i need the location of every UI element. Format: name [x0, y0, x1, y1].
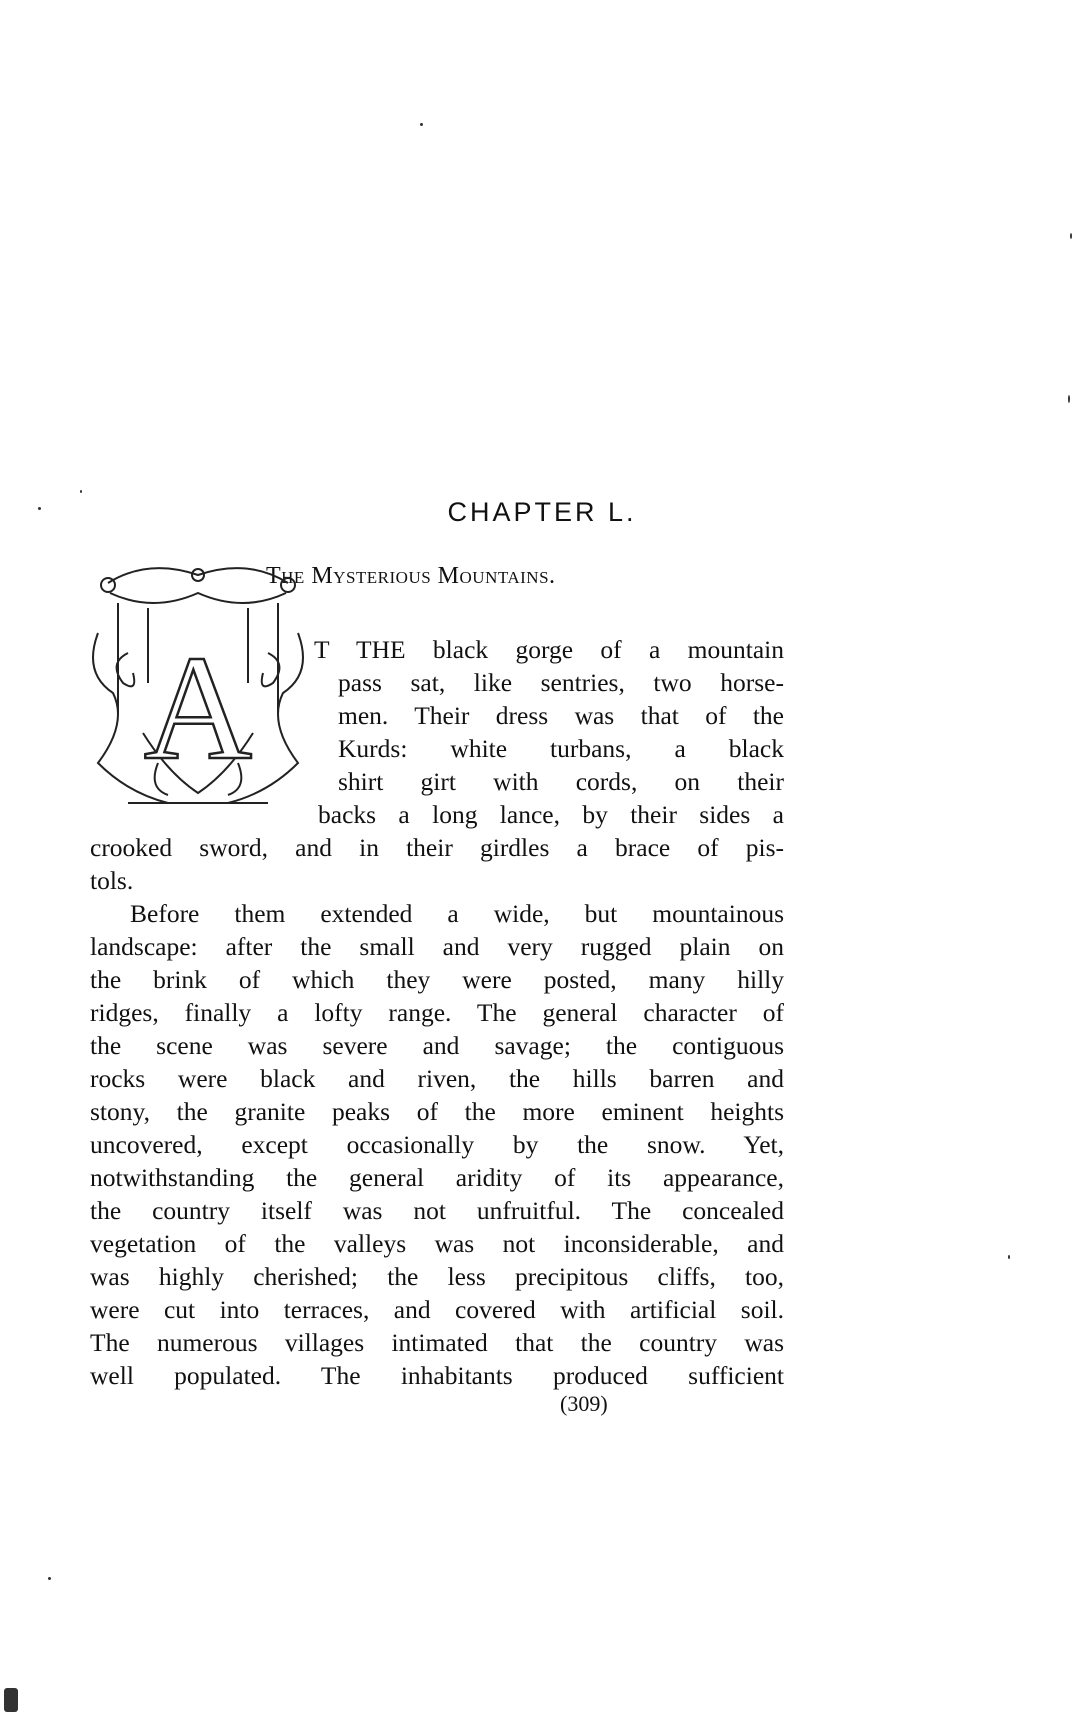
- text-line: Kurds: white turbans, a black: [338, 734, 784, 763]
- text-line: notwithstanding the general aridity of its appearance,: [90, 1163, 784, 1192]
- text-line: vegetation of the valleys was not inconsiderable, and: [90, 1229, 784, 1258]
- text-line: backs a long lance, by their sides a: [318, 800, 784, 829]
- text-line: was highly cherished; the less precipitous cliffs, too,: [90, 1262, 784, 1291]
- scan-speck: [4, 1688, 18, 1712]
- scan-speck: [48, 1577, 51, 1580]
- text-line: the country itself was not unfruitful. The concealed: [90, 1196, 784, 1225]
- text-line: T THE black gorge of a mountain: [314, 635, 784, 664]
- page-number: (309): [560, 1391, 608, 1416]
- text-line: pass sat, like sentries, two horse-: [338, 668, 784, 697]
- text-line: crooked sword, and in their girdles a brace of pis-: [90, 833, 784, 862]
- text-line: the scene was severe and savage; the contiguous: [90, 1031, 784, 1060]
- scan-speck: [420, 123, 423, 126]
- scan-speck: [1068, 395, 1070, 403]
- scan-speck: [80, 490, 82, 493]
- text-line: the brink of which they were posted, many hilly: [90, 965, 784, 994]
- text-line: shirt girt with cords, on their: [338, 767, 784, 796]
- text-line: landscape: after the small and very rugged plain on: [90, 932, 784, 961]
- dropcap-letter: A: [143, 625, 253, 791]
- chapter-subtitle: The Mysterious Mountains.: [266, 563, 556, 589]
- ornamental-dropcap: [88, 563, 308, 813]
- text-line: stony, the granite peaks of the more eminent heights: [90, 1097, 784, 1126]
- text-line: well populated. The inhabitants produced sufficient: [90, 1361, 784, 1390]
- text-line: tols.: [90, 866, 134, 895]
- scan-speck: [1008, 1255, 1010, 1259]
- text-line: rocks were black and riven, the hills barren and: [90, 1064, 784, 1093]
- text-line: uncovered, except occasionally by the snow. Yet,: [90, 1130, 784, 1159]
- scan-speck: [1070, 233, 1072, 239]
- text-line: were cut into terraces, and covered with artificial soil.: [90, 1295, 784, 1324]
- scan-speck: [38, 507, 41, 510]
- chapter-heading: CHAPTER L.: [447, 497, 637, 527]
- text-line: ridges, finally a lofty range. The general character of: [90, 998, 784, 1027]
- text-line: Before them extended a wide, but mountainous: [130, 899, 784, 928]
- text-line: men. Their dress was that of the: [338, 701, 784, 730]
- text-line: The numerous villages intimated that the country was: [90, 1328, 784, 1357]
